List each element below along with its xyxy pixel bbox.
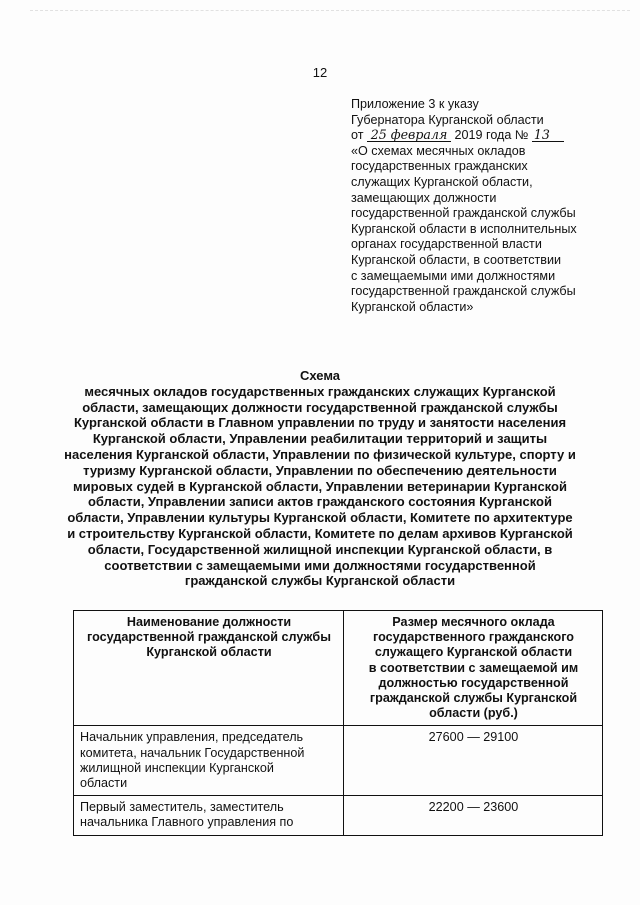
header-salary-size xyxy=(344,611,603,726)
scheme-line: населения Курганской области, Управлении по физической культуре, спорту и xyxy=(64,446,576,462)
scheme-title xyxy=(40,368,600,589)
appendix-title-line: государственной гражданской службы xyxy=(351,206,576,221)
scheme-line: гражданской службы Курганской области xyxy=(184,573,456,589)
appendix-title-line: Курганской области в исполнительных xyxy=(351,221,577,236)
appendix-title-line: служащих Курганской области, xyxy=(351,174,533,189)
appendix-title-line: Курганской области, в соответствии xyxy=(351,252,562,267)
scheme-line: мировых судей в Курганской области, Управлении ветеринарии Курганской xyxy=(73,478,567,494)
scheme-line: области, Управлении записи актов гражданского состояния Курганской xyxy=(87,494,552,510)
handwritten-date: 25 февраля xyxy=(367,128,451,142)
header-line: гражданской службы Курганской xyxy=(369,691,578,706)
scheme-line: Курганской области в Главном управлении по труду и занятости населения xyxy=(73,415,567,431)
header-line: Наименование должности xyxy=(126,615,292,629)
position-name-cell xyxy=(74,726,344,796)
header-line: служащего Курганской области xyxy=(374,645,573,660)
table-row xyxy=(74,796,603,835)
scheme-line: области, Государственной жилищной инспекции Курганской области, в xyxy=(87,541,553,557)
header-line: Курганской области xyxy=(146,645,272,660)
page-number: 12 xyxy=(312,65,328,80)
header-position-name xyxy=(74,611,344,726)
year-text: 2019 года № xyxy=(454,128,529,143)
header-line: области (руб.) xyxy=(429,706,518,721)
appendix-title-line: «О схемах месячных окладов xyxy=(351,143,526,158)
page-bottom-blank xyxy=(0,836,640,905)
scan-edge xyxy=(30,10,630,12)
scheme-line: области, замещающих должности государственной гражданской службы xyxy=(82,399,558,415)
appendix-title-line: с замещаемыми ими должностями xyxy=(351,268,556,283)
scheme-line: соответствии с замещаемыми ими должностями государственной xyxy=(104,557,536,573)
table-header-row xyxy=(74,611,603,726)
appendix-title-line: государственных гражданских xyxy=(351,159,528,174)
cell-line: комитета, начальник Государственной xyxy=(80,745,305,760)
salary-amount-cell: 22200 — 23600 xyxy=(344,796,603,835)
appendix-title-line: Курганской области» xyxy=(351,299,474,314)
salary-amount-cell: 27600 — 29100 xyxy=(344,726,603,796)
appendix-block xyxy=(351,97,621,315)
handwritten-number: 13 xyxy=(532,128,564,142)
header-line: должностью государственной xyxy=(378,675,569,690)
cell-line: области xyxy=(80,776,128,791)
header-line: в соответствии с замещаемой им xyxy=(368,660,579,675)
appendix-line-2: Губернатора Курганской области xyxy=(351,112,544,127)
cell-line: жилищной инспекции Курганской xyxy=(80,760,274,775)
position-name-cell xyxy=(74,796,344,835)
cell-line: Первый заместитель, заместитель xyxy=(80,800,284,815)
scheme-heading: Схема xyxy=(299,368,341,383)
scheme-line: Курганской области, Управлении реабилитации территорий и защиты xyxy=(92,431,548,447)
cell-line: Начальник управления, председатель xyxy=(80,730,304,745)
cell-line: начальника Главного управления по xyxy=(80,815,294,830)
appendix-date-line xyxy=(351,128,621,144)
table-row xyxy=(74,726,603,796)
salary-table xyxy=(73,610,603,836)
appendix-title-line: органах государственной власти xyxy=(351,237,542,252)
scheme-line: и строительству Курганской области, Комитете по делам архивов Курганской xyxy=(67,525,573,541)
scheme-line: месячных окладов государственных гражданских служащих Курганской xyxy=(84,383,556,399)
appendix-title-line: государственной гражданской службы xyxy=(351,284,576,299)
appendix-title-line: замещающих должности xyxy=(351,190,497,205)
date-prefix: от xyxy=(351,128,364,143)
header-line: государственной гражданской службы xyxy=(87,630,331,645)
header-line: Размер месячного оклада xyxy=(392,615,555,629)
scheme-line: области, Управлении культуры Курганской области, Комитете по архитектуре xyxy=(67,510,573,526)
scheme-line: туризму Курганской области, Управлении по обеспечению деятельности xyxy=(83,462,557,478)
header-line: государственного гражданского xyxy=(372,630,574,645)
appendix-line-1: Приложение 3 к указу xyxy=(351,97,479,111)
